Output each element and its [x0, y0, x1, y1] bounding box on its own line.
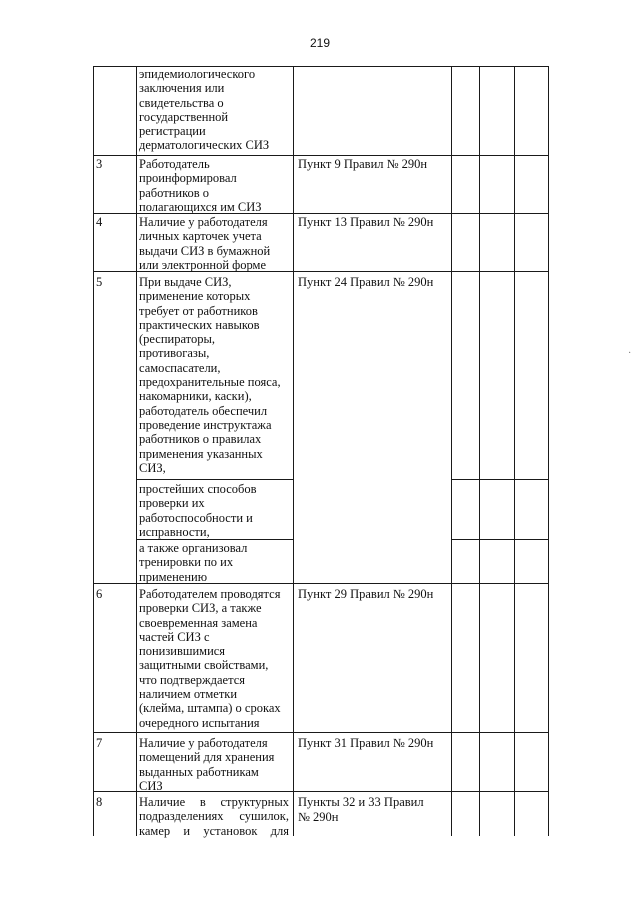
row-5-requirement: При выдаче СИЗ, применение которых требует от работников практических навыков (респираторы, противогазы, самоспасатели, предохранительные пояса, накомарники, каски), работодатель обеспечил проведение инструктажа работников о правилах применения указанных СИЗ,	[139, 275, 281, 475]
row-7-reference: Пункт 31 Правил № 290н	[298, 736, 434, 750]
row-4-number: 4	[96, 215, 103, 229]
edge-mark: ·	[628, 348, 632, 359]
row-8-number: 8	[96, 795, 103, 809]
row-4-reference: Пункт 13 Правил № 290н	[298, 215, 434, 229]
page-number: 219	[309, 36, 331, 50]
row-3-requirement: Работодатель проинформировал работников о полагающихся им СИЗ	[139, 157, 262, 214]
row-6-number: 6	[96, 587, 103, 601]
row-6-reference: Пункт 29 Правил № 290н	[298, 587, 434, 601]
row-6-requirement: Работодателем проводятся проверки СИЗ, а также своевременная замена частей СИЗ с понизившимися защитными свойствами, что подтверждается наличием отметки (клейма, штампа) о сроках очередного испытания	[139, 587, 281, 730]
row-5-requirement-part3: а также организовал тренировки по их применению	[139, 541, 248, 584]
row-5-reference: Пункт 24 Правил № 290н	[298, 275, 434, 289]
row-3-number: 3	[96, 157, 103, 171]
row-8-reference: Пункты 32 и 33 Правил № 290н	[298, 795, 424, 824]
row-7-requirement: Наличие у работодателя помещений для хранения выданных работникам СИЗ	[139, 736, 275, 793]
row-5-requirement-part2: простейших способов проверки их работоспособности и исправности,	[139, 482, 257, 539]
row-continuation-requirement: эпидемиологического заключения или свидетельства о государственной регистрации дерматологических СИЗ	[139, 67, 270, 153]
row-7-number: 7	[96, 736, 103, 750]
row-5-number: 5	[96, 275, 103, 289]
row-3-reference: Пункт 9 Правил № 290н	[298, 157, 428, 171]
row-8-requirement: Наличие в структурных подразделениях сушилок, камер и установок для	[139, 795, 289, 838]
row-4-requirement: Наличие у работодателя личных карточек учета выдачи СИЗ в бумажной или электронной форме	[139, 215, 271, 272]
